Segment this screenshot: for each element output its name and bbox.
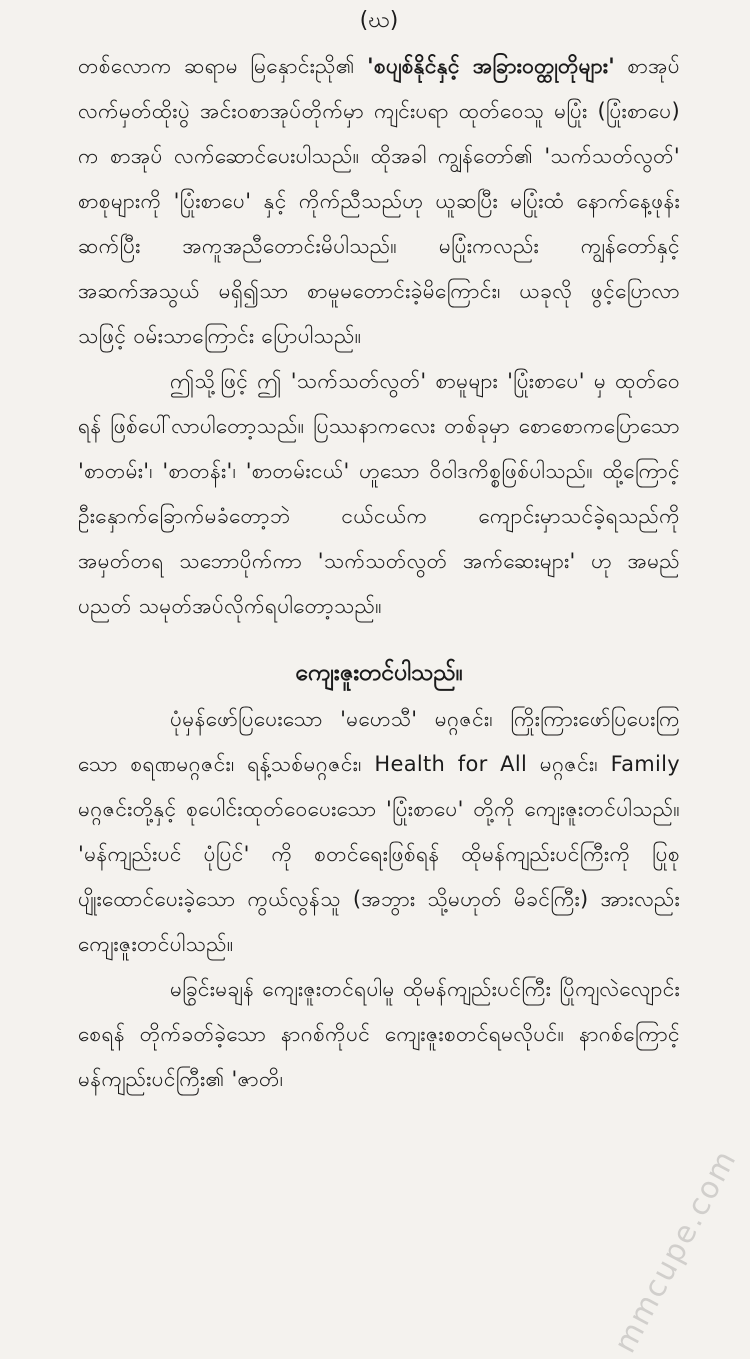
paragraph-intro (78, 44, 680, 359)
intro-rest: စာအုပ်လက်မှတ်ထိုးပွဲ အင်းဝစာအုပ်တိုက်မှာ ကျင်းပရာ ထုတ်ဝေသူ မပြုံး (ပြုံးစာပေ) က စာအုပ် လက်ဆောင်ပေးပါသည်။ ထိုအခါ ကျွန်တော်၏ 'သက်သတ်လွတ်' စာစုများကို 'ပြုံးစာပေ' နှင့် ကိုက်ညီသည်ဟု ယူဆပြီး မပြုံးထံ နောက်နေ့ဖုန်းဆက်ပြီး အကူအညီတောင်းမိပါသည်။ မပြုံးကလည်း ကျွန်တော်နှင့်အဆက်အသွယ် မရှိ၍သာ စာမူမတောင်းခဲ့မိကြောင်း၊ ယခုလို ဖွင့်ပြောလာသဖြင့် ဝမ်းသာကြောင်း ပြောပါသည်။ (78, 54, 680, 348)
watermark: mmcupe.com (607, 1143, 744, 1359)
section-heading: ကျေးဇူးတင်ပါသည်။ (295, 660, 463, 686)
paragraph-thanks: ပုံမှန်ဖော်ပြပေးသော 'မဟေသီ' မဂ္ဂဇင်း၊ ကြိုးကြားဖော်ပြပေးကြသော စရဏမဂ္ဂဇင်း၊ ရန့်သစ်မဂ္ဂဇင်း၊ Health for All မဂ္ဂဇင်း၊ Family မဂ္ဂဇင်းတို့နှင့် စုပေါင်းထုတ်ဝေပေးသော 'ပြုံးစာပေ' တို့ကို ကျေးဇူးတင်ပါသည်။ 'မန်ကျည်းပင် ပုံပြင်' ကို စတင်ရေးဖြစ်ရန် ထိုမန်ကျည်းပင်ကြီးကို ပြုစုပျိုးထောင်ပေးခဲ့သော ကွယ်လွန်သူ (အဘွား သို့မဟုတ် မိခင်ကြီး) အားလည်း ကျေးဇူးတင်ပါသည်။ (78, 707, 680, 956)
book-title-bold: 'စပျစ်နိုင်နှင့် အခြားဝတ္ထုတိုများ' (367, 54, 615, 78)
paragraph-naming: ဤသို့ဖြင့် ဤ 'သက်သတ်လွတ်' စာမူများ 'ပြုံးစာပေ' မှ ထုတ်ဝေရန် ဖြစ်ပေါ်လာပါတော့သည်။ ပြဿနာကလေး တစ်ခုမှာ စောစောကပြောသော 'စာတမ်း'၊ 'စာတန်း'၊ 'စာတမ်းငယ်' ဟူသော ဝိဝါဒကိစ္စဖြစ်ပါသည်။ ထို့ကြောင့် ဦးနှောက်ခြောက်မခံတော့ဘဲ ငယ်ငယ်က ကျောင်းမှာသင်ခဲ့ရသည်ကို အမှတ်တရ သဘောပိုက်ကာ 'သက်သတ်လွတ် အက်ဆေးများ' ဟု အမည်ပညတ် သမုတ်အပ်လိုက်ရပါတော့သည်။ (78, 369, 680, 618)
page-number: (ဃ) (359, 8, 399, 33)
paragraph-nargis: မခြွင်းမချန် ကျေးဇူးတင်ရပါမူ ထိုမန်ကျည်းပင်ကြီး ပြိုကျလဲလျောင်းစေရန် တိုက်ခတ်ခဲ့သော နာဂစ်ကိုပင် ကျေးဇူးစတင်ရမလိုပင်။ နာဂစ်ကြောင့် မန်ကျည်းပင်ကြီး၏ 'ဇာတိ၊ (78, 977, 680, 1091)
intro-lead: တစ်လောက ဆရာမ မြနှောင်းညို၏ (78, 54, 368, 78)
